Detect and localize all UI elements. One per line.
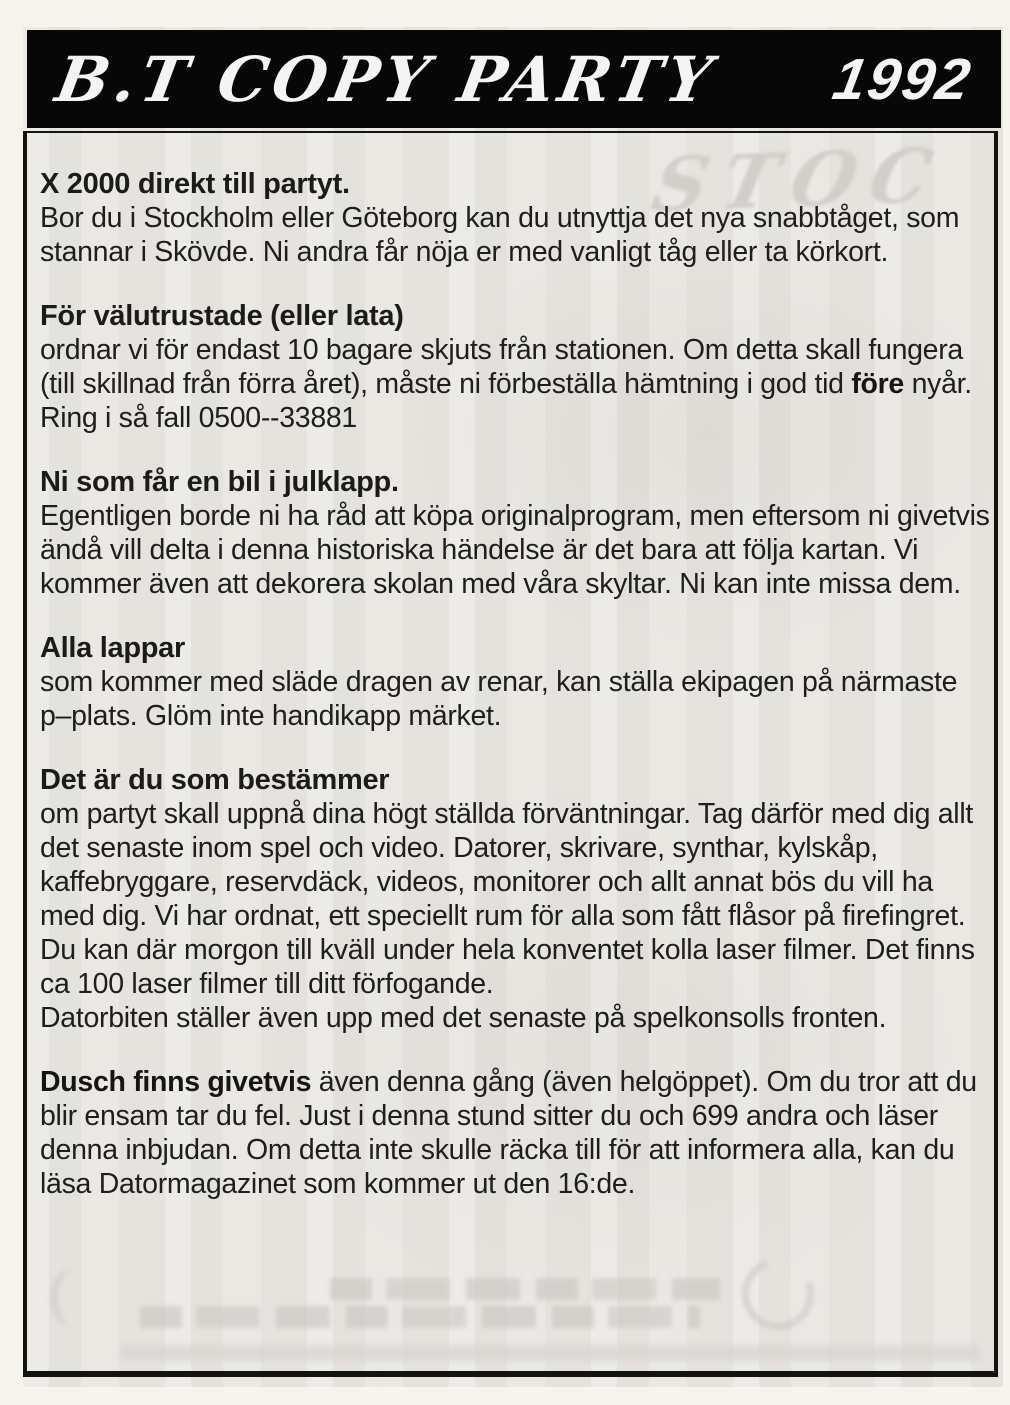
bleed-through-ghost-text: STOC — [644, 133, 954, 229]
section-body: Egentligen borde ni ha råd att köpa originalprogram, men eftersom ni givetvis ändå vill delta i denna historiska händelse är det bara att följa kartan. Vi kommer även att dekorera skolan med våra skyltar. Ni kan inte missa dem. — [40, 500, 990, 600]
title-banner — [27, 30, 1001, 128]
section-heading: Alla lappar — [40, 632, 185, 664]
invitation-text-box — [23, 131, 998, 1377]
section-heading: Det är du som bestämmer — [40, 764, 390, 796]
section-body: om partyt skall uppnå dina högt ställda förväntningar. Tag därför med dig allt det senaste inom spel och video. Datorer, skrivare, synthar, kylskåp, kaffebryggare, reservdäck, videos, monitorer och allt annat bös du vill ha med dig. Vi har ordnat, ett speciellt rum för alla som fått flåsor på firefingret. Du kan där morgon till kväll under hela konventet kolla laser filmer. Det finns ca 100 laser filmer till ditt förfogande. — [40, 798, 975, 1000]
section-heading: X 2000 direkt till partyt. — [40, 168, 350, 200]
section-body: som kommer med släde dragen av renar, kan ställa ekipagen på närmaste p–plats. Glöm inte handikapp märket. — [40, 666, 958, 732]
section-heading: Ni som får en bil i julklapp. — [40, 466, 399, 498]
section-showers — [40, 1065, 994, 1201]
party-year: 1992 — [828, 46, 977, 112]
section-x2000-train — [40, 167, 994, 269]
body-text: nyår. — [903, 368, 972, 400]
body-text: ordnar vi för endast 10 bagare skjuts från stationen. Om detta skall fungera (till skillnad från förra året), måste ni förbeställa hämtning i god tid — [40, 334, 963, 400]
datorbiten-line: Datorbiten ställer även upp med det senaste på spelkonsolls fronten. — [40, 1002, 887, 1034]
section-body — [40, 1065, 990, 1201]
section-heading: För välutrustade (eller lata) — [40, 300, 404, 332]
section-pickup-service — [40, 299, 994, 435]
section-car-gift — [40, 465, 994, 601]
section-body: Bor du i Stockholm eller Göteborg kan du utnyttja det nya snabbtåget, som stannar i Skövde. Ni andra får nöja er med vanligt tåg eller ta körkort. — [40, 202, 960, 268]
body-text: även denna gång (även helgöppet). Om du tror att du blir ensam tar du fel. Just i denna stund sitter du och 699 andra och läser denna inbjudan. Om detta inte skulle räcka till för att informera alla, kan du läsa Datormagazinet som kommer ut den 16:de. — [40, 1066, 977, 1200]
section-bring-equipment — [40, 763, 994, 1035]
party-title: B.T COPY PARTY — [50, 42, 723, 116]
section-sleigh-parking — [40, 631, 994, 733]
bold-lead: Dusch finns givetvis — [40, 1066, 312, 1098]
bold-word: före — [851, 368, 904, 400]
phone-line: Ring i så fall 0500--33881 — [40, 402, 357, 434]
section-body — [40, 333, 990, 401]
